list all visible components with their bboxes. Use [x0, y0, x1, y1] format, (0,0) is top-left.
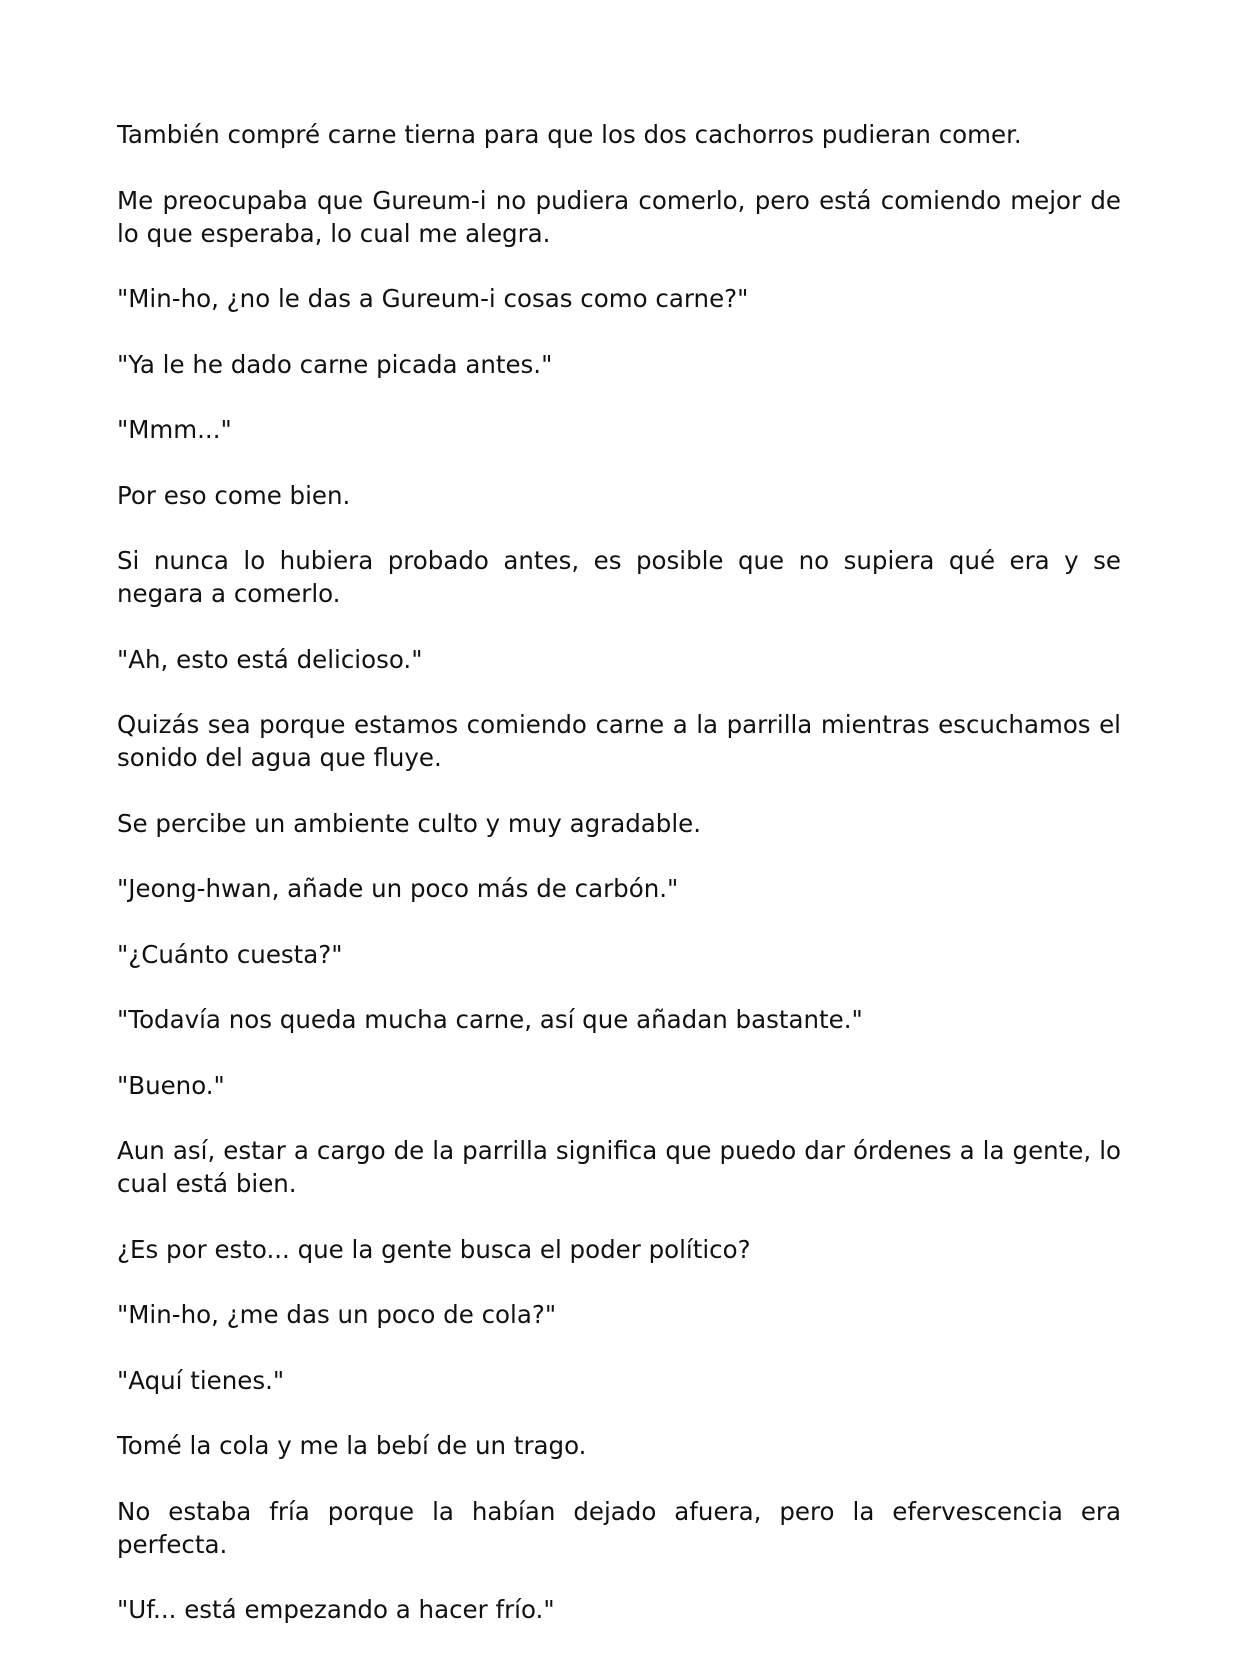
- paragraph: Se percibe un ambiente culto y muy agradable.: [117, 808, 702, 838]
- paragraph: "Uf... está empezando a hacer frío.": [117, 1595, 555, 1624]
- paragraph: Me preocupaba que Gureum-i no pudiera comerlo, pero está comiendo mejor de lo que esperaba, lo cual me alegra.: [117, 185, 1121, 248]
- paragraph: "Min-ho, ¿no le das a Gureum-i cosas como carne?": [117, 284, 749, 313]
- paragraph: "Mmm...": [117, 415, 232, 444]
- paragraph: Por eso come bien.: [117, 480, 351, 510]
- document-body: [117, 118, 1121, 1659]
- paragraph: Quizás sea porque estamos comiendo carne a la parrilla mientras escuchamos el sonido del agua que fluye.: [117, 710, 1121, 772]
- paragraph: "Ya le he dado carne picada antes.": [117, 349, 553, 379]
- paragraph: ¿Es por esto... que la gente busca el poder político?: [117, 1234, 751, 1264]
- paragraph: "Ah, esto está delicioso.": [117, 644, 423, 674]
- paragraph: "¿Cuánto cuesta?": [117, 939, 343, 969]
- paragraph: "Bueno.": [117, 1070, 225, 1100]
- paragraph: Aun así, estar a cargo de la parrilla significa que puedo dar órdenes a la gente, lo cual está bien.: [117, 1136, 1121, 1198]
- paragraph: "Min-ho, ¿me das un poco de cola?": [117, 1300, 557, 1329]
- paragraph: "Aquí tienes.": [117, 1365, 285, 1395]
- paragraph: "Todavía nos queda mucha carne, así que añadan bastante.": [117, 1005, 863, 1034]
- paragraph: También compré carne tierna para que los dos cachorros pudieran comer.: [117, 120, 1022, 149]
- paragraph: Si nunca lo hubiera probado antes, es posible que no supiera qué era y se negara a comerlo.: [117, 546, 1121, 608]
- paragraph: "Jeong-hwan, añade un poco más de carbón.": [117, 874, 679, 903]
- paragraph: Tomé la cola y me la bebí de un trago.: [117, 1431, 587, 1460]
- paragraph: No estaba fría porque la habían dejado afuera, pero la efervescencia era perfecta.: [117, 1496, 1121, 1559]
